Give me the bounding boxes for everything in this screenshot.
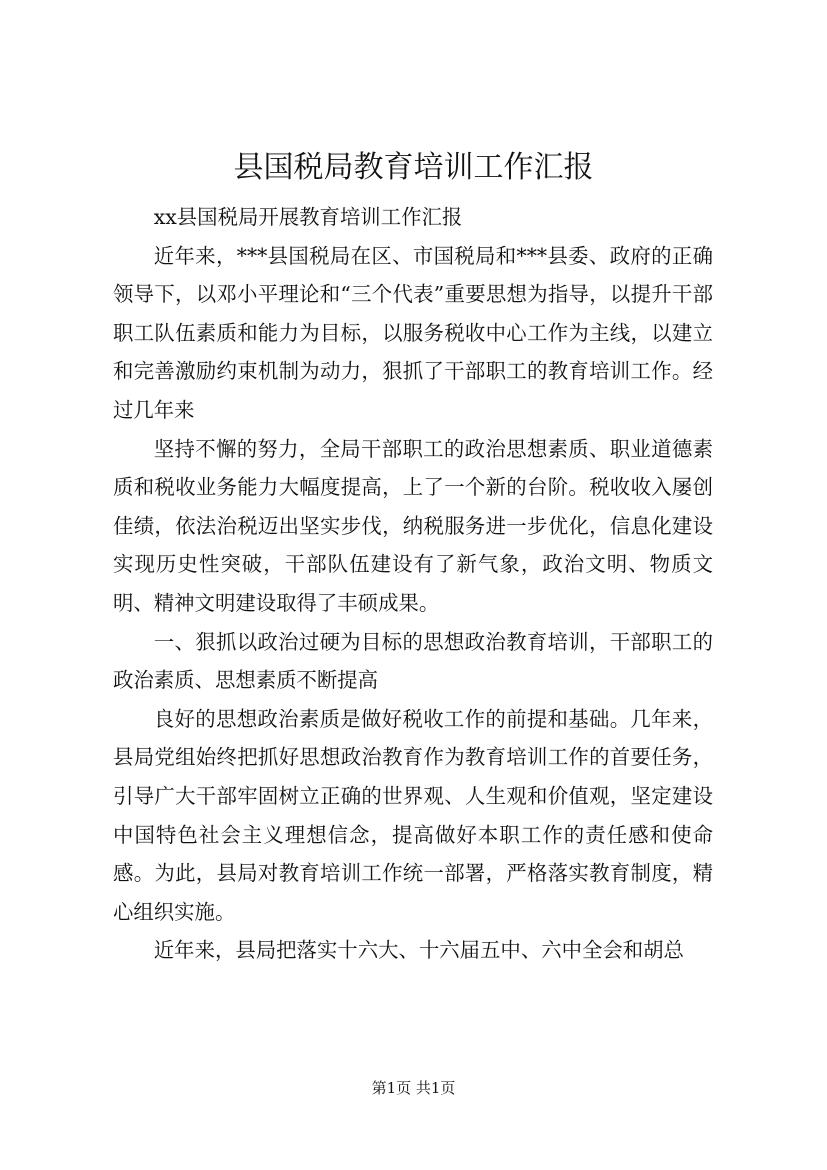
paragraph-achievements: 坚持不懈的努力，全局干部职工的政治思想素质、职业道德素质和税收业务能力大幅度提高，上了一个新的台阶。税收收入屡创佳绩，依法治税迈出坚实步伐，纳税服务进一步优化，信息化建设实现历史性突破，干部队伍建设有了新气象，政治文明、物质文明、精神文明建设取得了丰硕成果。 <box>113 436 713 615</box>
paragraph-political-education: 良好的思想政治素质是做好税收工作的前提和基础。几年来，县局党组始终把抓好思想政治教育作为教育培训工作的首要任务，引导广大干部牢固树立正确的世界观、人生观和价值观，坚定建设中国特色社会主义理想信念，提高做好本职工作的责任感和使命感。为此，县局对教育培训工作统一部署，严格落实教育制度，精心组织实施。 <box>113 706 713 924</box>
section-heading-1: 一、狠抓以政治过硬为目标的思想政治教育培训，干部职工的政治素质、思想素质不断提高 <box>113 629 713 693</box>
paragraph-recent-years: 近年来，县局把落实十六大、十六届五中、六中全会和胡总 <box>153 938 684 963</box>
document-title: 县国税局教育培训工作汇报 <box>233 150 594 185</box>
paragraph-subtitle: xx县国税局开展教育培训工作汇报 <box>153 205 463 229</box>
page-footer: 第1页 共1页 <box>371 1079 456 1097</box>
document-body <box>113 198 713 970</box>
paragraph-intro: 近年来，***县国税局在区、市国税局和***县委、政府的正确领导下，以邓小平理论和“三个代表”重要思想为指导，以提升干部职工队伍素质和能力为目标，以服务税收中心工作为主线，以建立和完善激励约束机制为动力，狠抓了干部职工的教育培训工作。经过几年来 <box>113 243 713 422</box>
